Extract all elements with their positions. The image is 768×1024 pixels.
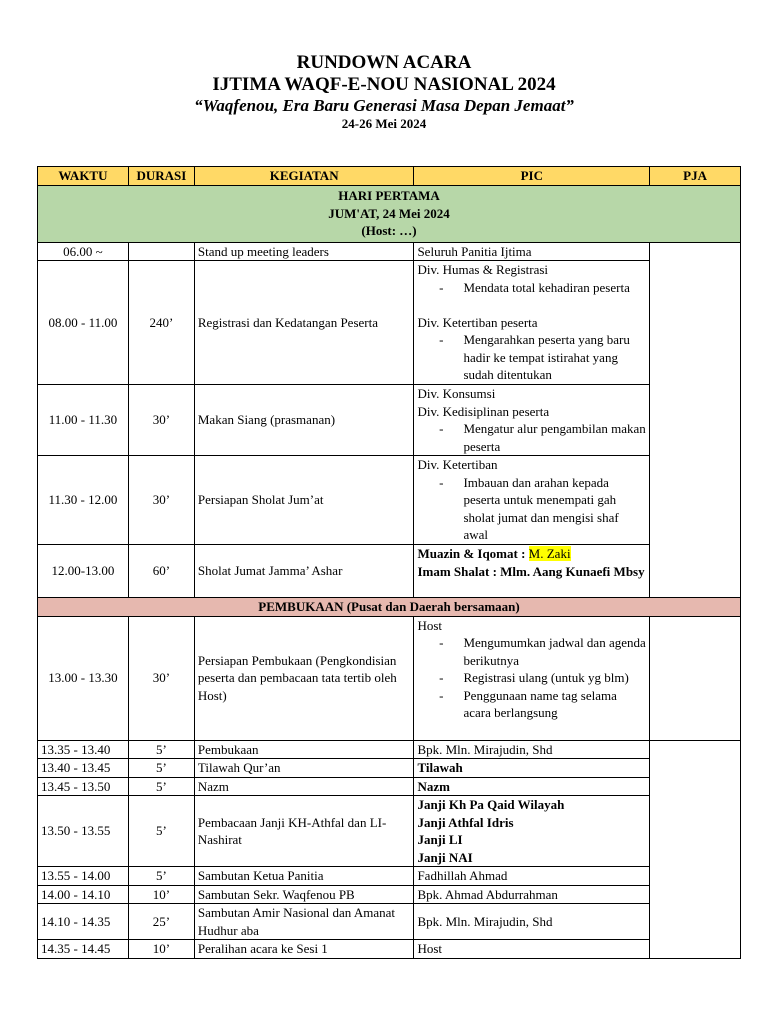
cell-durasi: 5’ xyxy=(128,796,194,867)
day-label: HARI PERTAMA xyxy=(338,188,440,204)
section-header-row xyxy=(38,598,741,617)
cell-durasi: 10’ xyxy=(128,885,194,904)
cell-durasi: 10’ xyxy=(128,940,194,959)
pic-bullet: - Penggunaan name tag selama acara berlangsung xyxy=(439,687,617,720)
rundown-table xyxy=(37,166,741,959)
cell-kegiatan: Sambutan Sekr. Waqfenou PB xyxy=(194,885,414,904)
doc-title: RUNDOWN ACARA xyxy=(296,52,472,73)
pic-division: Div. Ketertiban xyxy=(417,457,498,472)
cell-pja xyxy=(650,740,741,958)
cell-kegiatan: Persiapan Pembukaan (Pengkondisian peserta dan pembacaan tata tertib oleh Host) xyxy=(194,616,414,740)
table-row xyxy=(38,796,741,867)
cell-pic: Bpk. Mln. Mirajudin, Shd xyxy=(414,740,650,759)
cell-kegiatan: Stand up meeting leaders xyxy=(194,242,414,261)
cell-kegiatan: Registrasi dan Kedatangan Peserta xyxy=(194,261,414,385)
cell-waktu: 14.00 - 14.10 xyxy=(38,885,129,904)
cell-kegiatan: Tilawah Qur’an xyxy=(194,759,414,778)
table-row xyxy=(38,456,741,545)
table-row xyxy=(38,261,741,385)
event-title: IJTIMA WAQF-E-NOU NASIONAL 2024 xyxy=(212,74,556,95)
pic-bullet: - Imbauan dan arahan kepada peserta untuk menempati gah sholat jumat dan mengisi shaf awal xyxy=(439,474,619,542)
cell-durasi: 25’ xyxy=(128,904,194,940)
cell-kegiatan: Sholat Jumat Jamma’ Ashar xyxy=(194,545,414,598)
pic-division: Div. Kedisiplinan peserta xyxy=(417,403,550,419)
day-host: (Host: …) xyxy=(361,223,417,239)
cell-durasi: 30’ xyxy=(128,385,194,456)
pic-bullet: - Mengarahkan peserta yang baru hadir ke tempat istirahat yang sudah ditentukan xyxy=(439,332,630,382)
cell-durasi: 5’ xyxy=(128,740,194,759)
cell-waktu: 12.00-13.00 xyxy=(38,545,129,598)
cell-durasi: 240’ xyxy=(128,261,194,385)
pic-line: Janji Athfal Idris xyxy=(417,814,514,830)
pic-line: Janji Kh Pa Qaid Wilayah xyxy=(417,797,565,812)
col-header-kegiatan: KEGIATAN xyxy=(194,167,414,186)
cell-kegiatan: Nazm xyxy=(194,777,414,796)
cell-waktu: 08.00 - 11.00 xyxy=(38,261,129,385)
cell-pja xyxy=(650,616,741,740)
cell-pic xyxy=(414,796,650,867)
cell-waktu: 13.55 - 14.00 xyxy=(38,867,129,886)
cell-kegiatan: Persiapan Sholat Jum’at xyxy=(194,456,414,545)
table-row xyxy=(38,545,741,598)
table-row xyxy=(38,885,741,904)
cell-waktu: 14.10 - 14.35 xyxy=(38,904,129,940)
cell-pic xyxy=(414,385,650,456)
cell-waktu: 11.00 - 11.30 xyxy=(38,385,129,456)
cell-pic: Seluruh Panitia Ijtima xyxy=(414,242,650,261)
cell-kegiatan: Sambutan Amir Nasional dan Amanat Hudhur aba xyxy=(194,904,414,940)
cell-pja xyxy=(650,242,741,598)
table-row xyxy=(38,242,741,261)
event-tagline: “Waqfenou, Era Baru Generasi Masa Depan Jemaat” xyxy=(194,96,574,115)
cell-pic: Tilawah xyxy=(414,759,650,778)
cell-waktu: 13.00 - 13.30 xyxy=(38,616,129,740)
day-header-cell xyxy=(38,185,741,242)
cell-durasi: 5’ xyxy=(128,777,194,796)
col-header-durasi: DURASI xyxy=(128,167,194,186)
cell-kegiatan: Sambutan Ketua Panitia xyxy=(194,867,414,886)
cell-pic: Bpk. Ahmad Abdurrahman xyxy=(414,885,650,904)
cell-pic xyxy=(414,261,650,385)
cell-durasi: 30’ xyxy=(128,616,194,740)
table-row xyxy=(38,940,741,959)
cell-pic: Fadhillah Ahmad xyxy=(414,867,650,886)
cell-durasi: 30’ xyxy=(128,456,194,545)
cell-waktu: 13.45 - 13.50 xyxy=(38,777,129,796)
cell-waktu: 14.35 - 14.45 xyxy=(38,940,129,959)
day-header-row xyxy=(38,185,741,242)
pic-division: Div. Humas & Registrasi xyxy=(417,262,549,277)
pic-spacer xyxy=(417,296,646,314)
pic-line: Janji LI xyxy=(417,832,463,847)
cell-pic xyxy=(414,456,650,545)
table-row xyxy=(38,616,741,740)
cell-durasi: 5’ xyxy=(128,867,194,886)
pic-muazin: Muazin & Iqomat : M. Zaki xyxy=(417,546,571,561)
document-header xyxy=(0,52,768,132)
cell-kegiatan: Makan Siang (prasmanan) xyxy=(194,385,414,456)
cell-durasi: 5’ xyxy=(128,759,194,778)
cell-waktu: 13.50 - 13.55 xyxy=(38,796,129,867)
cell-waktu: 13.40 - 13.45 xyxy=(38,759,129,778)
table-row xyxy=(38,385,741,456)
cell-kegiatan: Pembukaan xyxy=(194,740,414,759)
cell-kegiatan: Pembacaan Janji KH-Athfal dan LI-Nashirat xyxy=(194,796,414,867)
pic-line: Janji NAI xyxy=(417,849,473,865)
event-date: 24-26 Mei 2024 xyxy=(341,116,427,131)
table-header-row xyxy=(38,167,741,186)
cell-pic: Bpk. Mln. Mirajudin, Shd xyxy=(414,904,650,940)
pic-division: Div. Ketertiban peserta xyxy=(417,314,538,330)
table-row xyxy=(38,904,741,940)
pic-bullet: - Mengumumkan jadwal dan agenda berikutnya xyxy=(439,635,646,668)
cell-kegiatan: Peralihan acara ke Sesi 1 xyxy=(194,940,414,959)
pic-imam: Imam Shalat : Mlm. Aang Kunaefi Mbsy xyxy=(417,563,645,579)
cell-waktu: 13.35 - 13.40 xyxy=(38,740,129,759)
day-date: JUM'AT, 24 Mei 2024 xyxy=(328,205,450,221)
col-header-pic: PIC xyxy=(414,167,650,186)
cell-durasi xyxy=(128,242,194,261)
cell-pic xyxy=(414,545,650,598)
col-header-waktu: WAKTU xyxy=(38,167,129,186)
pic-host: Host xyxy=(417,617,443,633)
table-row xyxy=(38,777,741,796)
cell-pic xyxy=(414,616,650,740)
cell-durasi: 60’ xyxy=(128,545,194,598)
col-header-pja: PJA xyxy=(650,167,741,186)
cell-waktu: 11.30 - 12.00 xyxy=(38,456,129,545)
cell-pic: Nazm xyxy=(414,777,650,796)
table-row xyxy=(38,759,741,778)
pic-bullet: - Mendata total kehadiran peserta xyxy=(439,279,630,295)
cell-pic: Host xyxy=(414,940,650,959)
pic-bullet: - Registrasi ulang (untuk yg blm) xyxy=(439,670,629,685)
section-opening: PEMBUKAAN (Pusat dan Daerah bersamaan) xyxy=(38,598,741,617)
highlighted-name: M. Zaki xyxy=(528,546,571,561)
table-row xyxy=(38,867,741,886)
pic-division: Div. Konsumsi xyxy=(417,386,496,401)
table-row xyxy=(38,740,741,759)
cell-waktu: 06.00 ~ xyxy=(38,242,129,261)
pic-bullet: - Mengatur alur pengambilan makan peserta xyxy=(439,421,646,454)
